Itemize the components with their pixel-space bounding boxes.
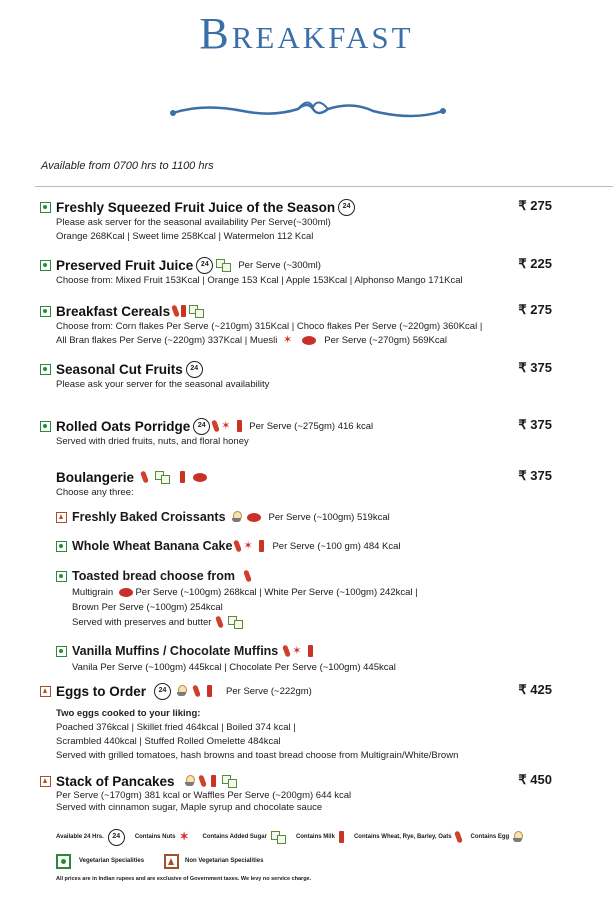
- legend: [56, 826, 586, 882]
- item-name: Breakfast Cereals: [56, 303, 171, 319]
- item-serve: Per Serve (~275gm) 416 kcal: [249, 420, 374, 432]
- nuts-icon: [179, 831, 192, 843]
- legend-nonveg-label: Non Vegetarian Specialities: [185, 858, 264, 864]
- sub-item-muffins: [56, 642, 576, 675]
- sugar-cube-icon: [155, 471, 170, 483]
- 24-hours-icon: 24: [186, 361, 203, 378]
- item-name: Preserved Fruit Juice: [56, 257, 194, 273]
- item-price: ₹ 450: [518, 772, 552, 787]
- menu-item-eggs: [40, 682, 585, 763]
- item-price: ₹ 425: [518, 682, 552, 697]
- item-desc: Choose any three:: [56, 487, 134, 498]
- item-name: Rolled Oats Porridge: [56, 418, 191, 434]
- item-price: ₹ 375: [518, 360, 552, 375]
- wheat-icon: [211, 420, 220, 433]
- veg-icon: [40, 306, 51, 317]
- price-footnote: All prices are in Indian rupees and are exclusive of Government taxes. We levy no service charge.: [56, 876, 312, 882]
- sugar-cube-icon: [189, 305, 204, 317]
- egg-icon: [513, 831, 522, 843]
- nonveg-icon: [56, 512, 67, 523]
- item-price: ₹ 375: [518, 417, 552, 432]
- availability-note: Available from 0700 hrs to 1100 hrs: [41, 160, 214, 172]
- veg-icon: [56, 646, 67, 657]
- menu-item-fruit-juice: [40, 198, 585, 244]
- legend-veg-label: Vegetarian Specialities: [79, 858, 145, 864]
- item-serve: Per Serve (~300ml): [238, 259, 321, 271]
- menu-item-preserved-juice: [40, 256, 585, 288]
- sub-item-toast: [56, 567, 576, 630]
- egg-icon: [232, 511, 241, 523]
- menu-item-pancakes: [40, 772, 585, 814]
- milk-icon: [211, 775, 216, 787]
- legend-nuts-label: Contains Nuts: [134, 834, 176, 840]
- sub-item-desc: Brown Per Serve (~100gm) 254kcal: [72, 602, 223, 613]
- legend-egg-label: Contains Egg: [470, 834, 510, 840]
- flourish-ornament: [163, 95, 453, 125]
- item-desc: Served with dried fruits, nuts, and floral honey: [56, 436, 249, 447]
- item-name: Boulangerie: [56, 469, 135, 485]
- sugar-cube-icon: [228, 616, 243, 628]
- veg-icon: [56, 571, 67, 582]
- egg-icon: [185, 775, 194, 787]
- item-desc: Served with cinnamon sugar, Maple syrup and chocolate sauce: [56, 802, 323, 813]
- wheat-icon: [282, 645, 291, 658]
- legend-available-label: Available 24 Hrs.: [56, 834, 104, 840]
- item-price: ₹ 375: [518, 468, 552, 483]
- item-desc: All Bran flakes Per Serve (~220gm) 337Kcal | Muesli ✶ Per Serve (~270gm) 569Kcal: [56, 334, 585, 348]
- sub-item-desc: Multigrain Per Serve (~100gm) 268kcal | White Per Serve (~100gm) 242kcal |: [72, 587, 418, 598]
- sub-item-name: Toasted bread choose from: [72, 569, 235, 583]
- 24-hours-icon: 24: [196, 257, 213, 274]
- nuts-icon: [243, 540, 256, 552]
- nuts-icon: [292, 645, 305, 657]
- nonveg-icon: [40, 776, 51, 787]
- veg-icon: [40, 364, 51, 375]
- milk-icon: [181, 305, 186, 317]
- legend-milk-label: Contains Milk: [295, 834, 335, 840]
- item-desc: Scrambled 440kcal | Stuffed Rolled Omelette 484kcal: [56, 736, 281, 747]
- sub-item-name: Vanilla Muffins / Chocolate Muffins: [72, 644, 279, 658]
- sugar-cube-icon: [216, 259, 231, 271]
- milk-icon: [180, 471, 185, 483]
- wheat-icon: [234, 540, 243, 553]
- veg-icon: [40, 421, 51, 432]
- milk-icon: [259, 540, 264, 552]
- wheat-icon: [192, 685, 201, 698]
- veg-icon: [56, 854, 71, 869]
- item-desc: Two eggs cooked to your liking:: [56, 708, 201, 719]
- milk-icon: [207, 685, 212, 697]
- divider: [35, 186, 613, 187]
- sub-item-desc: Vanila Per Serve (~100gm) 445kcal | Chocolate Per Serve (~100gm) 445kcal: [72, 662, 396, 673]
- item-name: Freshly Squeezed Fruit Juice of the Season: [56, 199, 336, 215]
- sugar-cube-icon: [271, 831, 286, 843]
- egg-icon: [177, 685, 186, 697]
- wheat-icon: [215, 616, 224, 629]
- legend-sugar-label: Contains Added Sugar: [202, 834, 267, 840]
- item-desc: Choose from: Corn flakes Per Serve (~210gm) 315Kcal | Choco flakes Per Serve (~220gm) 360Kcal |: [56, 321, 483, 332]
- oats-icon: [119, 588, 133, 597]
- wheat-icon: [140, 471, 149, 484]
- wheat-icon: [243, 570, 252, 583]
- item-name: Seasonal Cut Fruits: [56, 361, 183, 377]
- oats-icon: [302, 336, 316, 345]
- oats-icon: [247, 513, 261, 522]
- sub-item-banana-cake: [56, 537, 576, 555]
- page-title: Breakfast: [199, 9, 414, 58]
- item-desc: Please ask your server for the seasonal availability: [56, 379, 270, 390]
- 24-hours-icon: 24: [193, 418, 210, 435]
- wheat-icon: [454, 831, 463, 844]
- sub-item-croissants: [56, 508, 576, 526]
- wheat-icon: [171, 305, 180, 318]
- item-price: ₹ 275: [518, 302, 552, 317]
- oats-icon: [193, 473, 207, 482]
- wheat-icon: [198, 775, 207, 788]
- item-price: ₹ 275: [518, 198, 552, 213]
- item-desc: Please ask server for the seasonal availability Per Serve(~300ml): [56, 217, 331, 228]
- 24-hours-icon: 24: [154, 683, 171, 700]
- menu-item-boulangerie: [40, 468, 585, 500]
- menu-item-cereals: [40, 302, 585, 348]
- 24-hours-icon: 24: [338, 199, 355, 216]
- milk-icon: [339, 831, 344, 843]
- item-desc: Orange 268Kcal | Sweet lime 258Kcal | Watermelon 112 Kcal: [56, 231, 314, 242]
- sub-item-name: Whole Wheat Banana Cake: [72, 539, 233, 553]
- nonveg-icon: [164, 854, 179, 869]
- menu-item-porridge: [40, 417, 585, 449]
- 24-hours-icon: 24: [108, 829, 125, 846]
- nuts-icon: [221, 420, 234, 432]
- sub-item-name: Freshly Baked Croissants: [72, 510, 226, 524]
- item-desc: Poached 376kcal | Skillet fried 464kcal | Boiled 374 kcal |: [56, 722, 296, 733]
- nonveg-icon: [40, 686, 51, 697]
- milk-icon: [237, 420, 242, 432]
- item-desc: Choose from: Mixed Fruit 153Kcal | Orange 153 Kcal | Apple 153Kcal | Alphonso Mango 171Kcal: [56, 275, 463, 286]
- veg-icon: [40, 260, 51, 271]
- item-name: Stack of Pancakes: [56, 773, 175, 789]
- milk-icon: [308, 645, 313, 657]
- veg-icon: [56, 541, 67, 552]
- item-name: Eggs to Order: [56, 683, 147, 699]
- nuts-icon: [283, 334, 296, 346]
- sub-item-serve: Per Serve (~100 gm) 484 Kcal: [272, 540, 401, 552]
- sub-item-serve: Per Serve (~100gm) 519kcal: [268, 511, 390, 523]
- legend-wheat-label: Contains Wheat, Rye, Barley, Oats: [353, 834, 452, 840]
- item-price: ₹ 225: [518, 256, 552, 271]
- sugar-cube-icon: [222, 775, 237, 787]
- sub-item-desc: Served with preserves and butter: [72, 615, 576, 630]
- item-serve: Per Serve (~222gm): [226, 685, 312, 697]
- item-desc: Served with grilled tomatoes, hash browns and toast bread choose from Multigrain/White/Brown: [56, 750, 459, 761]
- item-desc: Per Serve (~170gm) 381 kcal or Waffles Per Serve (~200gm) 644 kcal: [56, 790, 352, 801]
- menu-item-cut-fruits: [40, 360, 585, 392]
- veg-icon: [40, 202, 51, 213]
